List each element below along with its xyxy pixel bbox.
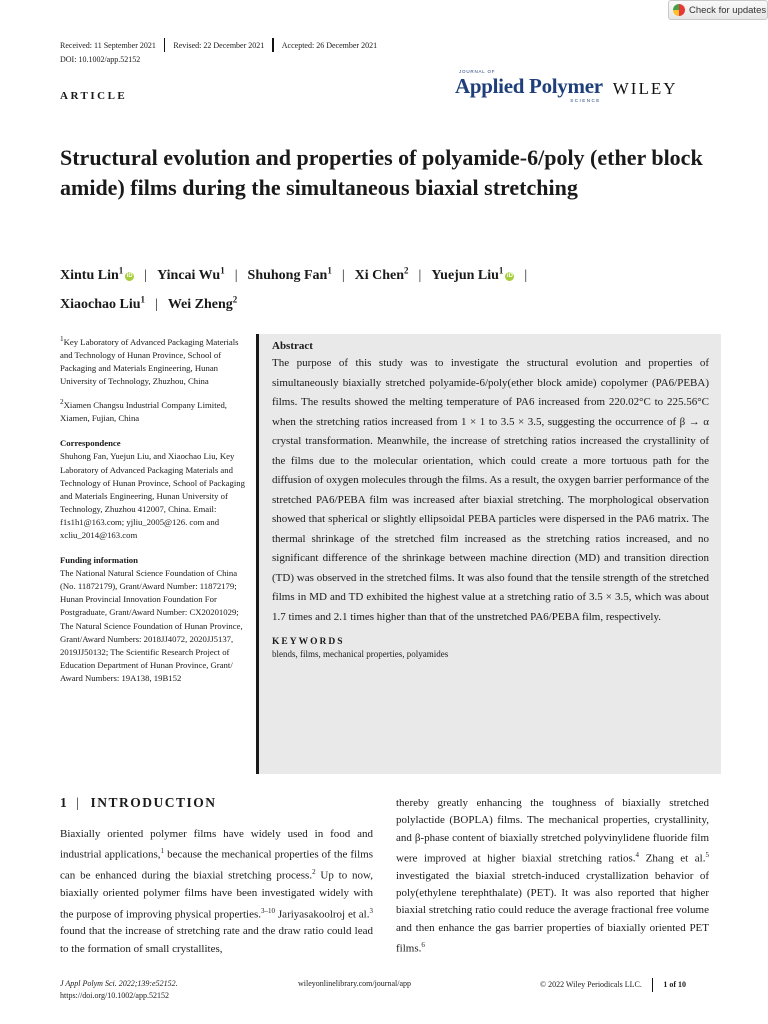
- article-type-label: ARTICLE: [60, 90, 128, 102]
- intro-text-segment: Biaxially oriented polymer films have widely used in food and industrial applications,: [60, 828, 373, 861]
- orcid-icon[interactable]: iD: [126, 272, 133, 279]
- citation-ref[interactable]: 3–10: [261, 906, 276, 915]
- journal-logo[interactable]: [455, 69, 678, 103]
- abstract-text: The purpose of this study was to investigate the structural evolution and properties of simultaneously biaxially stretched polyamide-6/poly(ether block amide) copolymer (PA6/PEBA) films. The results showed the melting temperature of PA6 increased from 220.02°C to 225.56°C when the stretching ratios increased from 1 × 1 to 3.5 × 3.5, suggesting the occurrence of β → α crystal transformation. Meanwhile, the increase of stretching ratios increased the crystallinity of the films due to the molecular orientation, which could create a more tortuous path for the diffusion of oxygen molecules through the films. As a result, the oxygen barrier performance of the stretched PA6/PEBA film was increased after biaxial stretching. The morphological observation showed that spherical or slightly ellipsoidal PEBA particles were dispersed in the PA6 matrix. The thermal shrinkage of the stretched film increased as the stretching ratios increased, and no significant difference of the shrinkage between machine direction (MD) and transition direction (TD) was observed in the stretched films. It was also found that the tensile strength of the stretched films in MD and TD exhibited the highest value at a stretching ratio of 3.5 × 3.5, which was about 1.7 times and 2.1 times higher than that of the unstretched PA6/PEBA film, respectively.: [272, 357, 709, 623]
- revised-date: Revised: 22 December 2021: [173, 40, 265, 50]
- journal-science-label: SCIENCE: [570, 97, 601, 103]
- author-affiliation-sup: 1: [498, 265, 504, 275]
- intro-text-segment: thereby greatly enhancing the toughness of biaxially stretched polylactide (BOPLA) films. The mechanical properties, crystallinity, and β-phase content of biaxially stretched polyvinylidene fluoride film were improved at higher biaxial stretching ratios.: [396, 797, 709, 865]
- intro-column-2: [396, 795, 709, 958]
- abstract-box: [256, 334, 721, 774]
- author-name: Xintu Lin: [60, 267, 119, 283]
- abstract-heading: Abstract: [272, 340, 313, 352]
- author[interactable]: [157, 265, 225, 283]
- affiliation-1: $^1$Key Laboratory of Advanced Packaging Materials and Technology of Hunan Province, School of Packaging and Materials Engineering, Hunan University of Technology, Zhuzhou, China: [60, 335, 239, 387]
- affiliation-2: $^2$Xiamen Changsu Industrial Company Limited, Xiamen, Fujian, China: [60, 398, 227, 424]
- intro-text-segment: Jariyasakoolroj et al.: [275, 908, 370, 921]
- date-separator: [164, 38, 166, 52]
- section-number: 1: [60, 795, 69, 810]
- journal-name: Applied Polymer: [455, 74, 603, 98]
- citation-ref[interactable]: 6: [421, 941, 425, 950]
- intro-column-1: [60, 826, 373, 958]
- funding-heading: Funding information: [60, 555, 138, 566]
- author-name: Xi Chen: [354, 267, 405, 283]
- intro-text-segment: Up to now, biaxially oriented polymer films have been investigated widely with the purpose of improving physical properties.: [60, 869, 373, 921]
- author[interactable]: [354, 265, 409, 283]
- author-affiliation-sup: 2: [232, 294, 238, 305]
- author[interactable]: [167, 294, 238, 313]
- author[interactable]: [60, 294, 146, 313]
- footer-citation: [60, 978, 178, 1002]
- footer-separator: [652, 978, 654, 992]
- check-for-updates-label: Check for updates: [689, 4, 767, 16]
- author-separator: |: [524, 267, 528, 283]
- citation-ref[interactable]: 2: [312, 868, 316, 877]
- doi: DOI: 10.1002/app.52152: [60, 55, 141, 64]
- author[interactable]: [247, 265, 332, 283]
- author-affiliation-sup: 1: [140, 294, 146, 305]
- journal-site-link[interactable]: wileyonlinelibrary.com/journal/app: [298, 979, 412, 988]
- correspondence-heading: Correspondence: [60, 438, 121, 449]
- article-title: Structural evolution and properties of polyamide-6/poly (ether block amide) films during the simultaneous biaxial stretching: [60, 145, 703, 200]
- section-title: INTRODUCTION: [90, 795, 217, 810]
- orcid-icon[interactable]: iD: [506, 272, 513, 279]
- funding-text: The National Natural Science Foundation of China (No. 11872179), Grant/Award Number: 11872179; Hunan Provincial Innovation Foundation For Postgraduate, Grant/Award Number: CX20201029; The Natural Science Foundation of Hunan Province, Grant/Award Numbers: 2018JJ4072, 2020JJ5137, 2019JJ50132; The Scientific Research Project of Education Department of Hunan Province, Grant/ Award Numbers: 19A138, 19B152: [60, 568, 243, 683]
- author-separator: |: [418, 267, 422, 283]
- check-updates-icon: [673, 4, 685, 16]
- author[interactable]: [60, 265, 134, 283]
- keywords-heading: KEYWORDS: [272, 637, 345, 647]
- section-divider: |: [76, 795, 81, 810]
- check-for-updates-button[interactable]: [668, 0, 768, 20]
- author-separator: |: [144, 267, 148, 283]
- author-affiliation-sup: 2: [404, 265, 409, 275]
- author-separator: |: [234, 267, 238, 283]
- wiley-logo: WILEY: [612, 79, 678, 98]
- author-name: Yincai Wu: [157, 267, 221, 283]
- date-separator: [272, 38, 274, 52]
- intro-text-segment: because the mechanical properties of the films can be enhanced during the biaxial stretching process.: [60, 848, 374, 882]
- author-name: Shuhong Fan: [247, 267, 328, 283]
- author-separator: |: [155, 297, 158, 313]
- citation-ref[interactable]: 5: [705, 850, 709, 859]
- doi-link[interactable]: https://doi.org/10.1002/app.52152: [60, 991, 169, 1000]
- citation-text: J Appl Polym Sci. 2022;139:e52152.: [60, 979, 178, 988]
- received-date: Received: 11 September 2021: [60, 40, 156, 50]
- intro-text-segment: investigated the biaxial stretch-induced crystallization behavior of poly(ethylene terephthalate) (PET). It was also reported that higher biaxial stretching ratio could reduce the average fractional free volume and then enhance the gas barrier properties of biaxially oriented PET films.: [396, 869, 709, 955]
- intro-text-segment: found that the increase of stretching rate and the draw ratio could lead to the formation of small crystallites,: [60, 925, 373, 955]
- keywords-list: blends, films, mechanical properties, polyamides: [272, 649, 449, 659]
- author-affiliation-sup: 1: [220, 265, 225, 275]
- author-separator: |: [341, 267, 345, 283]
- article-info-column: [60, 333, 250, 693]
- section-heading-introduction: [60, 795, 216, 811]
- author[interactable]: [431, 265, 514, 283]
- author-name: Xiaochao Liu: [60, 297, 141, 313]
- intro-text-segment: Zhang et al.: [639, 852, 706, 865]
- author-affiliation-sup: 1: [327, 265, 332, 275]
- author-name: Yuejun Liu: [431, 267, 499, 283]
- journal-of-label: JOURNAL OF: [459, 69, 496, 74]
- author-name: Wei Zheng: [167, 297, 233, 313]
- author-affiliation-sup: 1: [118, 265, 124, 275]
- citation-ref[interactable]: 1: [160, 847, 165, 856]
- page-number: 1 of 10: [663, 980, 686, 989]
- author-list: [60, 258, 740, 317]
- correspondence-text: Shuhong Fan, Yuejun Liu, and Xiaochao Liu, Key Laboratory of Advanced Packaging Materials and Technology of Hunan Province, School of Packaging and Materials Engineering, Hunan University of Technology, Zhuzhou 412007, China. Email: f1s1h1@163.com; yjliu_2005@126. com and xcliu_2014@163.com: [60, 451, 245, 540]
- footer-copyright: [540, 978, 686, 992]
- accepted-date: Accepted: 26 December 2021: [281, 40, 378, 50]
- copyright-text: © 2022 Wiley Periodicals LLC.: [540, 980, 642, 989]
- citation-ref[interactable]: 4: [635, 850, 640, 859]
- citation-ref[interactable]: 3: [369, 906, 373, 915]
- article-dates: [60, 38, 377, 52]
- applied-polymer-logo: [455, 69, 603, 103]
